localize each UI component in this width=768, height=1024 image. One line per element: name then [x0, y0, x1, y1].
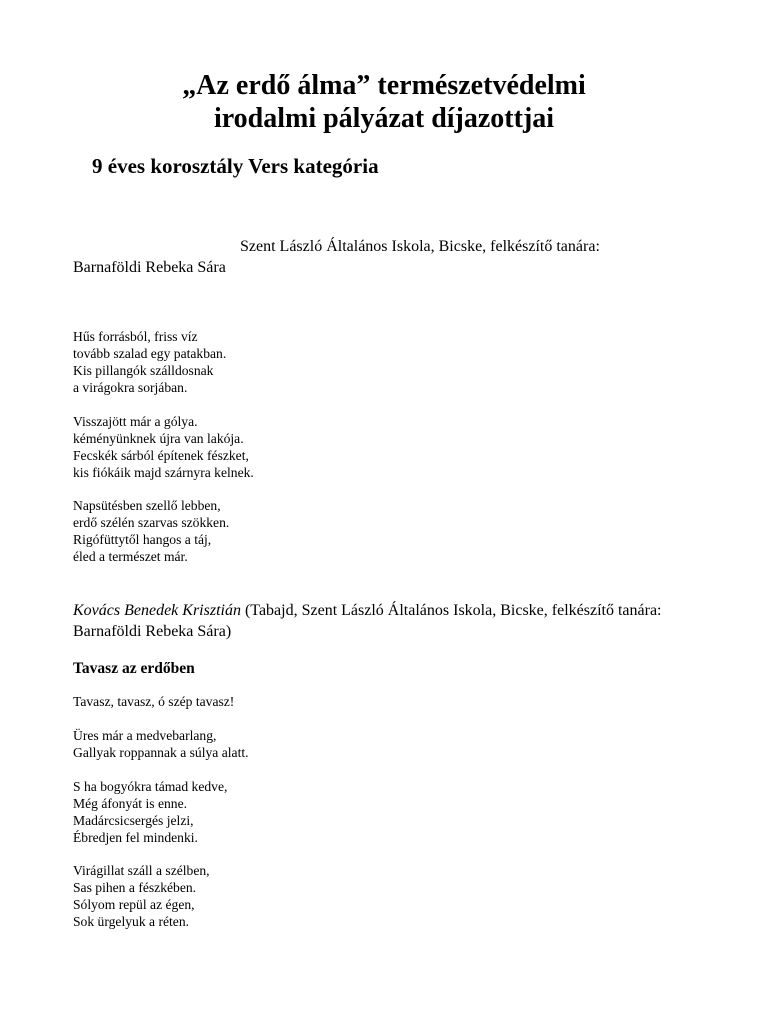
entry2-author-details: (Tabajd, Szent László Általános Iskola, Bicske, felkészítő tanára: Barnaföldi Rebeka Sára)	[73, 602, 662, 640]
document-title-line-1: „Az erdő álma” természetvédelmi	[182, 70, 586, 101]
poem1-stanza-1	[73, 328, 226, 396]
poem-line: S ha bogyókra támad kedve,	[73, 779, 228, 794]
poem-line: tovább szalad egy patakban.	[73, 346, 227, 361]
poem-line: Még áfonyát is enne.	[73, 796, 188, 811]
poem-line: Madárcsicsergés jelzi,	[73, 813, 194, 828]
poem-line: Sas pihen a fészkében.	[73, 880, 197, 895]
entry1-teacher-line: Barnaföldi Rebeka Sára	[73, 259, 226, 276]
poem2-stanza-4	[73, 862, 210, 930]
poem-line: Üres már a medvebarlang,	[73, 728, 217, 743]
poem2-title: Tavasz az erdőben	[73, 660, 195, 677]
poem-line: Ébredjen fel mindenki.	[73, 830, 198, 845]
poem-line: Fecskék sárból építenek fészket,	[73, 448, 249, 463]
entry1-school-line: Szent László Általános Iskola, Bicske, felkészítő tanára:	[240, 238, 600, 255]
poem-line: éled a természet már.	[73, 549, 188, 564]
poem-line: Virágillat száll a szélben,	[73, 863, 210, 878]
poem-line: Kis pillangók szálldosnak	[73, 363, 214, 378]
poem-line: Sok ürgelyuk a réten.	[73, 914, 190, 929]
poem-line: Sólyom repül az égen,	[73, 897, 195, 912]
poem-line: Visszajött már a gólya.	[73, 414, 198, 429]
poem-line: kis fiókáik majd szárnyra kelnek.	[73, 465, 254, 480]
category-heading: 9 éves korosztály Vers kategória	[92, 154, 379, 178]
poem-line: kéményünknek újra van lakója.	[73, 431, 244, 446]
poem1-stanza-3	[73, 497, 229, 565]
poem-line: Napsütésben szellő lebben,	[73, 498, 221, 513]
poem-line: Rigófüttytől hangos a táj,	[73, 532, 212, 547]
document-title-line-2: irodalmi pályázat díjazottjai	[213, 103, 555, 134]
entry2-author-name: Kovács Benedek Krisztián	[73, 602, 241, 619]
poem2-stanza-1	[73, 693, 234, 710]
entry2-author-paragraph	[73, 600, 693, 642]
poem2-stanza-2	[73, 727, 249, 761]
poem-line: Tavasz, tavasz, ó szép tavasz!	[73, 694, 235, 709]
poem-line: Hűs forrásból, friss víz	[73, 329, 198, 344]
poem2-stanza-3	[73, 778, 227, 846]
poem-line: erdő szélén szarvas szökken.	[73, 515, 230, 530]
poem1-stanza-2	[73, 413, 254, 481]
poem-line: a virágokra sorjában.	[73, 380, 188, 395]
poem-line: Gallyak roppannak a súlya alatt.	[73, 745, 249, 760]
